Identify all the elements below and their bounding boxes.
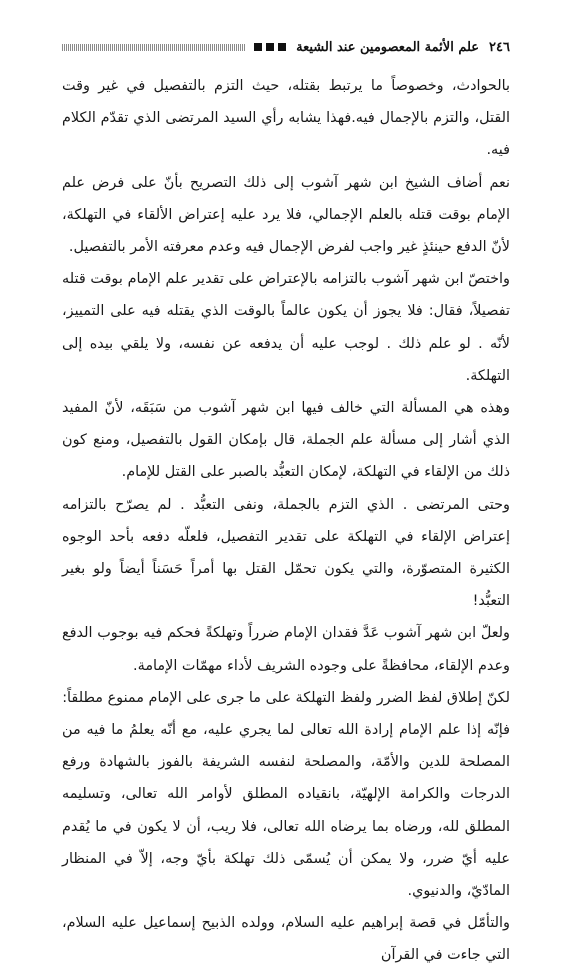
- paragraph: وحتى المرتضى . الذي التزم بالجملة، ونفى التعبُّد . لم يصرّح بالتزامه إعتراض الإلقاء في التهلكة على تقدير التفصيل، فلعلّه دفعه بأحد الوجوه الكثيرة المتصوّرة، والتي يكون تحمّل القتل بها أمراً حَسَناً أيضاً ولو بغير التعبُّد!: [62, 496, 510, 610]
- paragraph: وهذه هي المسألة التي خالف فيها ابن شهر آشوب من سَبَقَه، لأنّ المفيد الذي أشار إلى مسألة علم الجملة، قال بإمكان القول بالتفصيل، ومنع كون ذلك من الإلقاء في التهلكة، لإمكان التعبُّد بالصبر على القتل للإمام.: [62, 400, 510, 481]
- ornament-square: [278, 43, 286, 51]
- header-ornament: [254, 43, 286, 51]
- ornament-square: [254, 43, 262, 51]
- body-text: [62, 70, 510, 972]
- paragraph: والتأمّل في قصة إبراهيم عليه السلام، وولده الذبيح إسماعيل عليه السلام، التي جاءت في القرآن: [62, 915, 510, 964]
- running-header: [62, 36, 510, 58]
- paragraph: فإنّه إذا علم الإمام إرادة الله تعالى لما يجري عليه، مع أنّه يعلمُ ما فيه من المصلحة للدين والأمّة، والمصلحة لنفسه الشريفة بالفوز بالشهادة ورفع الدرجات والكرامة الإلهيّة، بانقياده المطلق لأوامر الله تعالى، وتسليمه المطلق لله، ورضاه بما يرضاه الله تعالى، فلا ريب، أن لا يكون في ما يُقدم عليه أيّ ضرر، ولا يمكن أن يُسمّى ذلك تهلكة بأيّ وجه، إلاّ في المنظار المادّيّ، والدنيوي.: [62, 722, 510, 900]
- header-title: علم الأئمة المعصومين عند الشيعة: [296, 39, 480, 55]
- paragraph: ولعلّ ابن شهر آشوب عَدَّ فقدان الإمام ضرراً وتهلكةً فحكم فيه بوجوب الدفع وعدم الإلقاء، محافظةً على وجوده الشريف لأداء مهمّات الإمامة.: [62, 625, 510, 674]
- page-number: ٢٤٦: [489, 39, 510, 55]
- paragraph: واختصّ ابن شهر آشوب بالتزامه بالإعتراض على تقدير علم الإمام بوقت قتله تفصيلاً، فقال: فلا يجوز أن يكون عالماً بالوقت الذي يقتله فيه على التمييز، لأنّه . لو علم ذلك . لوجب عليه أن يدفعه عن نفسه، ولا يلقي بيده إلى التهلكة.: [62, 271, 510, 384]
- paragraph: لكنّ إطلاق لفظ الضرر ولفظ التهلكة على ما جرى على الإمام ممنوع مطلقاً:: [62, 689, 510, 706]
- paragraph: نعم أضاف الشيخ ابن شهر آشوب إلى ذلك التصريح بأنّ على فرض علم الإمام بوقت قتله بالعلم الإجمالي، فلا يرد عليه إعتراض الألقاء في التهلكة، لأنّ الدفع حينئذٍ غير واجب لفرض الإجمال فيه وعدم معرفته الأمر بالتفصيل.: [62, 174, 510, 256]
- ornament-square: [266, 43, 274, 51]
- paragraph: بالحوادث، وخصوصاً ما يرتبط بقتله، حيث التزم بالتفصيل في غير وقت القتل، والتزم بالإجمال فيه.فهذا يشابه رأي السيد المرتضى الذي تقدّم الكلام فيه.: [62, 78, 510, 159]
- header-rule: [62, 44, 246, 51]
